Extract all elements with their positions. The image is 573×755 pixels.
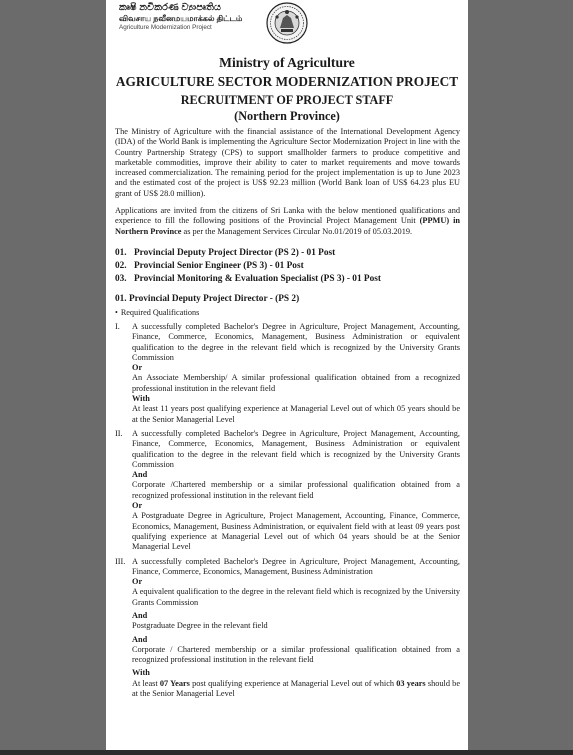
qualification-text: Postgraduate Degree in the relevant field bbox=[132, 621, 268, 631]
post-number: 02. bbox=[115, 260, 127, 271]
experience-text: At least bbox=[132, 678, 160, 688]
post-title: Provincial Senior Engineer (PS 3) - 01 Post bbox=[134, 260, 304, 271]
experience-years: 07 Years bbox=[159, 678, 190, 688]
qualification-text bbox=[132, 679, 460, 700]
qualification-text: At least 11 years post qualifying experience at Managerial Level out of which 05 years should be at the Senior Managerial Level bbox=[132, 404, 460, 424]
post-item bbox=[115, 273, 460, 286]
conjunction-text: Or bbox=[132, 363, 143, 373]
page-header bbox=[106, 0, 468, 48]
qualification-text: A successfully completed Bachelor's Degree in Agriculture, Project Management, Accounting, Finance, Commerce, Economics, Management, Business Administration or equivalent qualification to the degree in the relevant field which is recognized by the University Grants Commission bbox=[132, 321, 460, 362]
logo-sinhala-text: කෘෂි නවීකරණ ව්‍යාපෘතිය bbox=[119, 3, 222, 13]
required-qualifications-text: Required Qualifications bbox=[120, 307, 200, 317]
project-title: AGRICULTURE SECTOR MODERNIZATION PROJECT bbox=[115, 74, 459, 89]
post-title: Provincial Deputy Project Director (PS 2) - 01 Post bbox=[134, 247, 336, 258]
conjunction-text: And bbox=[132, 634, 148, 644]
senior-years: 03 years bbox=[396, 678, 426, 688]
qualification-item bbox=[115, 322, 460, 425]
required-qualifications-label bbox=[115, 307, 460, 318]
post-number: 03. bbox=[115, 273, 127, 284]
qualification-text: A successfully completed Bachelor's Degree in Agriculture, Project Management, Accounting, Finance, Commerce, Economics, Management, Business Administration bbox=[132, 556, 460, 576]
bullet-icon: • bbox=[115, 307, 118, 317]
ministry-title: Ministry of Agriculture bbox=[219, 55, 355, 70]
qualification-number: II. bbox=[115, 428, 123, 438]
post-title: Provincial Monitoring & Evaluation Specialist (PS 3) - 01 Post bbox=[134, 273, 381, 284]
advertisement-page bbox=[106, 0, 468, 750]
sri-lanka-emblem-icon bbox=[266, 2, 308, 44]
project-logo bbox=[119, 4, 244, 32]
post-item bbox=[115, 247, 460, 260]
qualification-item bbox=[115, 429, 460, 553]
conjunction-text: With bbox=[132, 394, 150, 404]
post-item bbox=[115, 260, 460, 273]
post-list bbox=[115, 247, 460, 286]
qualification-text: Corporate / Chartered membership or a similar professional qualification obtained from a recognized professional institution in the relevant field bbox=[132, 644, 460, 665]
conjunction-text: With bbox=[132, 668, 150, 678]
province-subtitle: (Northern Province) bbox=[234, 109, 340, 123]
logo-tamil-text: விவசாய நவீனமயமாக்கல் திட்டம் bbox=[119, 13, 243, 23]
intro-paragraph: The Ministry of Agriculture with the financial assistance of the International Development Agency (IDA) of the World Bank is implementing the Agriculture Sector Modernization Project in line with the Country Partnership Strategy (CPS) to support smallholder farmers to produce competitive and marketable commodities, improve their ability to cater to market requirements and move towards increased commercialization. The remaining period for the project implementation is up to June 2023 and the estimated cost of the project is US$ 92.23 million (World Bank loan of US$ 64.23 plus EU grant of US$ 28.0 million). bbox=[115, 127, 460, 198]
section-heading: 01. Provincial Deputy Project Director - (PS 2) bbox=[115, 293, 300, 304]
experience-text: should be at the Senior Managerial Level bbox=[132, 678, 461, 699]
qualification-number: III. bbox=[115, 556, 126, 566]
qualification-text: A Postgraduate Degree in Agriculture, Project Management, Accounting, Finance, Commerce, Economics, Management, Business Administration, or equivalent field with at least 09 years post qualifying experience at Managerial Level out of which 04 years should be at the Senior Managerial Level bbox=[132, 511, 460, 552]
conjunction-text: And bbox=[132, 470, 148, 480]
conjunction-text: Or bbox=[132, 577, 143, 587]
applications-paragraph bbox=[115, 206, 460, 237]
viewer-bottom-bar bbox=[0, 750, 573, 755]
advertisement-body bbox=[106, 127, 468, 699]
experience-text: post qualifying experience at Managerial Level out of which bbox=[189, 678, 397, 688]
conjunction-text: Or bbox=[132, 501, 143, 511]
recruitment-title: RECRUITMENT OF PROJECT STAFF bbox=[180, 93, 394, 107]
qualification-text: A successfully completed Bachelor's Degree in Agriculture, Project Management, Accounting, Finance, Commerce, Economics, Management, Business Administration or equivalent qualification to the degree in the relevant field which is recognized by the University Grants Commission bbox=[132, 428, 460, 469]
qualification-text: A equivalent qualification to the degree in the relevant field which is recognized by the University Grants Commission bbox=[132, 587, 460, 607]
applications-text-2: as per the Management Services Circular No.01/2019 of 05.03.2019. bbox=[181, 226, 413, 236]
applications-text-1: Applications are invited from the citizens of Sri Lanka with the below mentioned qualifications and experience to fill the following positions of the Provincial Project Management Unit bbox=[115, 206, 460, 226]
conjunction-text: And bbox=[132, 610, 148, 620]
qualification-text: Corporate /Chartered membership or a similar professional qualification obtained from a recognized professional institution in the relevant field bbox=[132, 480, 460, 500]
logo-english-text: Agriculture Modernization Project bbox=[119, 24, 212, 32]
qualification-text: An Associate Membership/ A similar professional qualification obtained from a recognized professional institution in the relevant field bbox=[132, 373, 460, 393]
qualification-item bbox=[115, 557, 460, 700]
post-number: 01. bbox=[115, 247, 127, 258]
applications-text-bold: (PPMU) in Northern Province bbox=[115, 216, 461, 236]
qualification-number: I. bbox=[115, 321, 120, 331]
